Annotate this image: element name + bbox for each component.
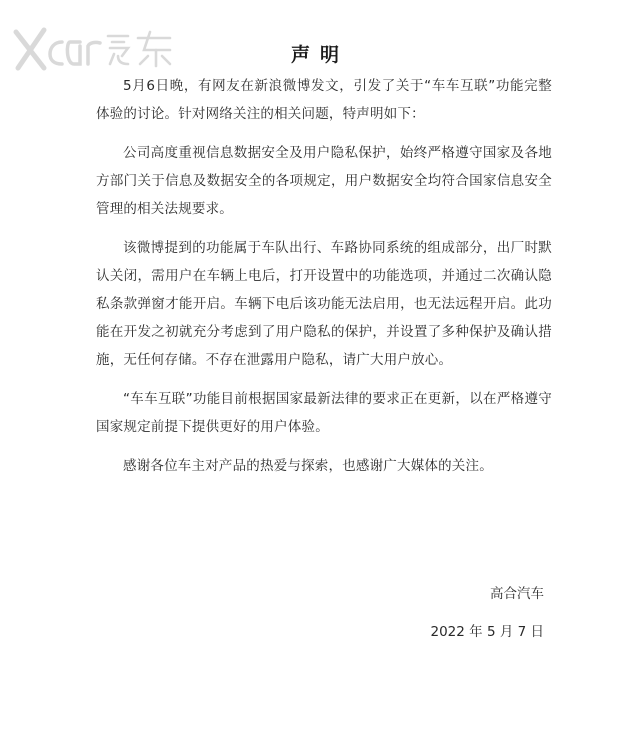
paragraph-intro: 5月6日晚，有网友在新浪微博发文，引发了关于“车车互联”功能完整体验的讨论。针对网络关注的相关问题，特声明如下： bbox=[96, 78, 552, 122]
paragraph-update: “车车互联”功能目前根据国家最新法律的要求正在更新，以在严格遵守国家规定前提下提供更好的用户体验。 bbox=[96, 391, 552, 435]
signature-block bbox=[431, 580, 545, 646]
paragraph-feature-explanation: 该微博提到的功能属于车队出行、车路协同系统的组成部分，出厂时默认关闭，需用户在车辆上电后，打开设置中的功能选项，并通过二次确认隐私条款弹窗才能开启。车辆下电后该功能无法启用，也无法远程开启。此功能在开发之初就充分考虑到了用户隐私的保护，并设置了多种保护及确认措施，无任何存储。不存在泄露用户隐私，请广大用户放心。 bbox=[96, 240, 552, 368]
paragraph-thanks: 感谢各位车主对产品的热爱与探索，也感谢广大媒体的关注。 bbox=[123, 458, 493, 474]
page-title: 声明 bbox=[290, 44, 349, 66]
signature-org: 高合汽车 bbox=[490, 586, 544, 602]
paragraph-data-security: 公司高度重视信息数据安全及用户隐私保护，始终严格遵守国家及各地方部门关于信息及数据安全的各项规定，用户数据安全均符合国家信息安全管理的相关法规要求。 bbox=[96, 145, 552, 217]
signature-date: 2022 年 5 月 7 日 bbox=[430, 624, 544, 640]
statement-body bbox=[96, 72, 552, 491]
